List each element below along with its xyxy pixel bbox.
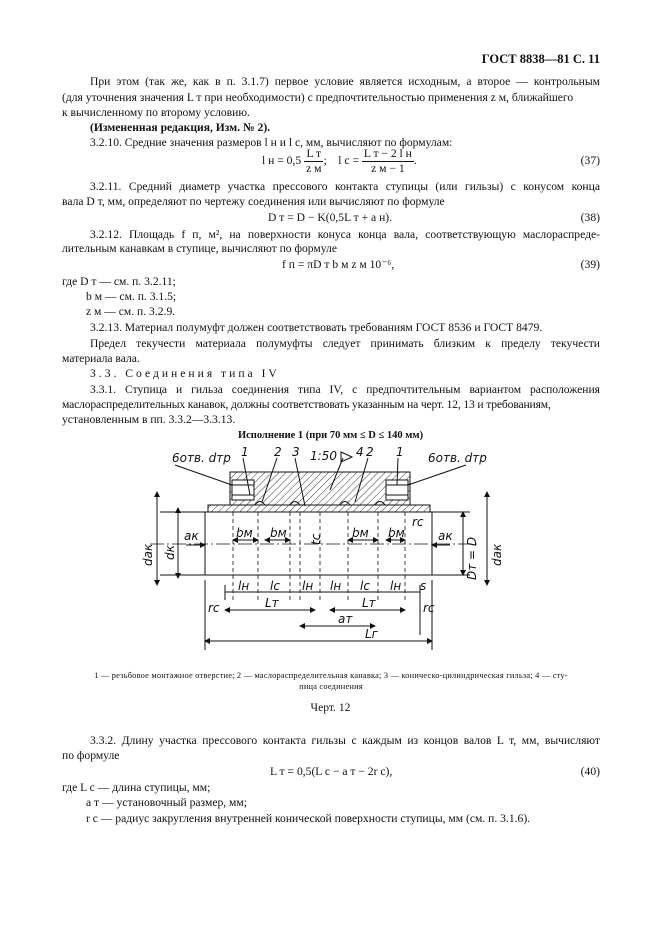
taper-scale: 1:50 [310, 449, 337, 463]
dim-label: lс [360, 579, 370, 593]
formula-part: l н = 0,5 [262, 154, 302, 168]
dim-label: bм [270, 526, 287, 540]
formula-38: D т = D − K(0,5L т + a н). [268, 211, 393, 224]
dim-label: dк [163, 545, 177, 560]
dim-label: rс [208, 601, 220, 615]
dim-label: Lт [265, 596, 279, 610]
formula-40: L т = 0,5(L с − a т − 2r с), [270, 765, 393, 778]
where-line: где D т — см. п. 3.2.11; [62, 275, 176, 288]
para-line: к вычисленному по второму условию. [62, 106, 250, 119]
callout-number: 1 [241, 445, 249, 459]
hub-section [230, 472, 410, 505]
dim-label: lн [390, 579, 402, 593]
dim-label: bм [388, 526, 405, 540]
para-line: 3.2.11. Средний диаметр участка прессового контакта ступицы (или гильзы) с конусом конца [90, 180, 600, 193]
callout-number: 4 [356, 445, 364, 459]
formula-39: f п = πD т b м z м 10⁻⁶, [282, 258, 395, 271]
clause-3-2-10: 3.2.10. Средние значения размеров l н и l с, мм, вычисляют по формулам: [90, 136, 453, 149]
page-header: ГОСТ 8838—81 С. 11 [481, 52, 600, 66]
fraction [304, 147, 323, 176]
dim-label: rс [423, 601, 435, 615]
dim-label: 6отв. dтр [172, 451, 231, 465]
sleeve-section [208, 505, 430, 512]
formula-37: l н = 0,5 $\frac{\text{L т}}{\text{z м}}$ ; l с = $\frac{\text{L т − 2 l н}}{\text{z м − 1}}$ . [262, 147, 417, 175]
equation-number: (38) [580, 211, 600, 224]
equation-number: (40) [580, 765, 600, 778]
dim-label: aк [184, 529, 199, 543]
para-line: лительным канавкам в ступице, вычисляют по формуле [62, 242, 337, 255]
dim-label: bм [236, 526, 253, 540]
para-line: 3.3.1. Ступица и гильза соединения типа IV, с предпочтительным вариантом расположения [90, 383, 600, 396]
dim-label: rс [412, 515, 424, 529]
caption-line: пица соединения [299, 682, 363, 692]
para-line: вала D т, мм, определяют по чертежу соединения или вычисляют по формуле [62, 195, 445, 208]
callout-number: 1 [396, 445, 404, 459]
formula-part: l с = [338, 154, 359, 168]
dim-label: aк [438, 529, 453, 543]
callout-number: 3 [292, 445, 300, 459]
dim-label: bм [352, 526, 369, 540]
dim-label: dак [141, 543, 155, 566]
equation-number: (37) [580, 154, 600, 167]
para-line: Предел текучести материала полумуфты следует принимать близким к пределу текучести [90, 337, 600, 350]
figure-title: Исполнение 1 (при 70 мм ≤ D ≤ 140 мм) [237, 430, 424, 441]
callout-number: 2 [366, 445, 374, 459]
caption-line: 1 — резьбовое монтажное отверстие; 2 — маслораспределительная канавка; 3 — коническо-цилиндрическая гильза; 4 — сту- [94, 671, 568, 680]
dim-label: lс [270, 579, 280, 593]
dim-label: lн [238, 579, 250, 593]
equation-number: (39) [580, 258, 600, 271]
where-line: где L с — длина ступицы, мм; [62, 781, 211, 794]
para-line: материала вала. [62, 352, 140, 365]
numerator: L т − 2 l н [363, 147, 412, 160]
para-line: 3.3.2. Длину участка прессового контакта гильзы с каждым из концов валов L т, мм, вычисляют [90, 734, 600, 747]
para-line: При этом (так же, как в п. 3.1.7) первое условие является исходным, а второе — контрольным [90, 75, 600, 88]
amendment-note: (Измененная редакция, Изм. № 2). [90, 121, 271, 134]
technical-drawing [0, 440, 661, 665]
dim-label: 6отв. dтр [428, 451, 487, 465]
where-line: b м — см. п. 3.1.5; [86, 290, 177, 303]
dim-label: aт [338, 612, 353, 626]
where-line: z м — см. п. 3.2.9. [86, 305, 176, 318]
para-line: маслораспределительных канавок, должны соответствовать указанным на черт. 12, 13 и требованиям, [62, 398, 551, 411]
section-3-3-title: 3.3. Соединения типа IV [90, 367, 280, 380]
denominator: z м [306, 161, 322, 175]
threaded-hole-left [232, 480, 254, 500]
numerator: L т [304, 147, 323, 162]
para-line: (для уточнения значения L т при необходимости) с предпочтительностью применения z м, ближайшего [62, 91, 574, 104]
dim-label: tс [309, 533, 323, 545]
where-line: a т — установочный размер, мм; [86, 796, 247, 809]
dim-label: lн [302, 579, 314, 593]
figure-caption [62, 670, 600, 693]
dim-label: s [420, 579, 427, 593]
callout-number: 2 [274, 445, 282, 459]
drawing-number: Черт. 12 [310, 701, 351, 714]
para-line: по формуле [62, 749, 120, 762]
clause-3-2-13: 3.2.13. Материал полумуфт должен соответствовать требованиям ГОСТ 8536 и ГОСТ 8479. [90, 321, 543, 334]
para-line: 3.2.12. Площадь f п, м², на поверхности конуса конца вала, соответствующую маслораспреде- [90, 228, 600, 241]
para-line: установленным в пп. 3.3.2—3.3.13. [62, 413, 236, 426]
denominator: z м − 1 [371, 161, 405, 175]
dim-label: lн [330, 579, 342, 593]
dim-label: dак [490, 543, 504, 566]
fraction [362, 147, 414, 176]
where-line: r с — радиус закругления внутренней конической поверхности ступицы, мм (см. п. 3.1.6). [86, 812, 531, 825]
dim-label: Dт = D [465, 536, 479, 580]
dim-label: Lт [362, 596, 376, 610]
dim-label: Lг [365, 627, 378, 641]
